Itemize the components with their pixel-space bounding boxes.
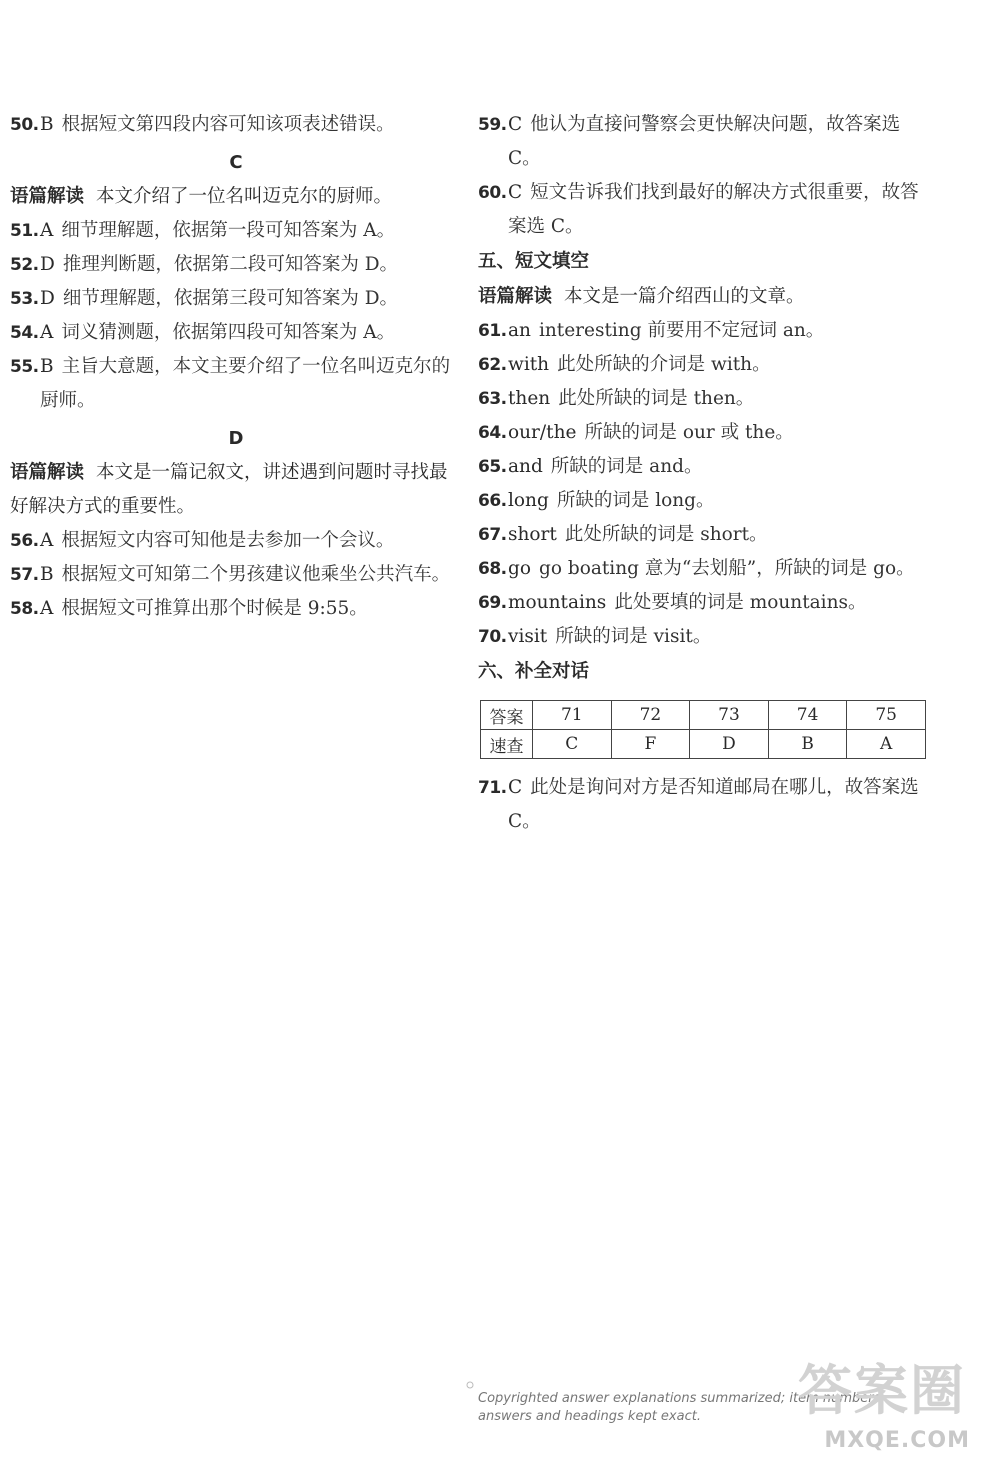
watermark-url: MXQE.COM — [824, 1428, 970, 1453]
section-heading-d: D — [228, 428, 244, 449]
item-number: 50. — [10, 115, 39, 135]
item-number: 63. — [478, 389, 507, 409]
gutter-mark-icon — [465, 1380, 475, 1390]
answer-quick-table — [480, 700, 926, 759]
item-explanation: 短文告诉我们找到最好的解决方式很重要，故答案选 C。 — [508, 182, 919, 237]
item-number: 70. — [478, 627, 507, 647]
item-answer: A — [40, 598, 54, 619]
table-cell: 75 — [847, 701, 926, 730]
item-number: 58. — [10, 599, 39, 619]
item-answer: visit — [508, 626, 548, 647]
left-column — [10, 108, 462, 626]
answer-item-66 — [478, 484, 926, 518]
answer-item-59 — [478, 108, 926, 176]
answer-item-50 — [10, 108, 462, 142]
item-answer: an — [508, 320, 531, 341]
answer-item-67 — [478, 518, 926, 552]
table-cell: 73 — [690, 701, 769, 730]
intro-text: 本文是一篇记叙文，讲述遇到问题时寻找最好解决方式的重要性。 — [10, 462, 448, 517]
item-answer: B — [40, 564, 54, 585]
section-heading-6: 六、补全对话 — [478, 661, 590, 682]
answer-item-53 — [10, 282, 462, 316]
item-answer: B — [40, 356, 54, 377]
item-answer: B — [40, 114, 54, 135]
section-heading-5: 五、短文填空 — [478, 251, 590, 272]
item-answer: D — [40, 288, 55, 309]
item-answer: A — [40, 530, 54, 551]
item-number: 53. — [10, 289, 39, 309]
item-number: 60. — [478, 183, 507, 203]
table-row — [481, 730, 926, 759]
table-cell: C — [533, 730, 612, 759]
answer-item-56 — [10, 524, 462, 558]
item-number: 62. — [478, 355, 507, 375]
item-explanation: 所缺的词是 visit。 — [555, 626, 712, 647]
answer-item-68 — [478, 552, 926, 586]
item-answer: our/the — [508, 422, 577, 443]
item-explanation: 根据短文可推算出那个时候是 9:55。 — [61, 598, 368, 619]
answer-item-70 — [478, 620, 926, 654]
item-answer: C — [508, 182, 523, 203]
item-explanation: 此处要填的词是 mountains。 — [614, 592, 867, 613]
item-number: 69. — [478, 593, 507, 613]
item-number: 71. — [478, 778, 507, 798]
item-number: 54. — [10, 323, 39, 343]
item-number: 59. — [478, 115, 507, 135]
item-explanation: 根据短文第四段内容可知该项表述错误。 — [61, 114, 395, 135]
right-column — [478, 108, 926, 839]
answer-item-54 — [10, 316, 462, 350]
item-answer: mountains — [508, 592, 607, 613]
item-number: 67. — [478, 525, 507, 545]
answer-item-51 — [10, 214, 462, 248]
item-number: 56. — [10, 531, 39, 551]
answer-item-57 — [10, 558, 462, 592]
answer-item-62 — [478, 348, 926, 382]
item-number: 51. — [10, 221, 39, 241]
table-row — [481, 701, 926, 730]
item-explanation: 推理判断题，依据第二段可知答案为 D。 — [62, 254, 399, 275]
table-cell: B — [768, 730, 847, 759]
item-explanation: 此处所缺的词是 short。 — [564, 524, 768, 545]
intro-label: 语篇解读 — [478, 286, 553, 307]
answer-item-63 — [478, 382, 926, 416]
watermark-logo: 答案圈 — [798, 1359, 966, 1422]
table-cell: 72 — [611, 701, 690, 730]
table-row-label: 速查 — [481, 730, 533, 759]
item-answer: A — [40, 322, 54, 343]
item-explanation: 词义猜测题，依据第四段可知答案为 A。 — [61, 322, 396, 343]
item-explanation: 细节理解题，依据第一段可知答案为 A。 — [61, 220, 396, 241]
passage-intro-d — [10, 456, 462, 524]
table-cell: F — [611, 730, 690, 759]
table-cell: D — [690, 730, 769, 759]
table-cell: 74 — [768, 701, 847, 730]
item-explanation: 所缺的词是 and。 — [550, 456, 703, 477]
item-answer: long — [508, 490, 549, 511]
item-number: 68. — [478, 559, 507, 579]
item-explanation: 此处所缺的介词是 with。 — [557, 354, 771, 375]
item-answer: then — [508, 388, 551, 409]
answer-item-71 — [478, 771, 926, 839]
answer-item-61 — [478, 314, 926, 348]
item-explanation: 他认为直接问警察会更快解决问题，故答案选 C。 — [508, 114, 901, 169]
item-answer: D — [40, 254, 55, 275]
item-explanation: 主旨大意题，本文主要介绍了一位名叫迈克尔的厨师。 — [40, 356, 451, 411]
answer-item-52 — [10, 248, 462, 282]
item-explanation: 所缺的词是 our 或 the。 — [584, 422, 794, 443]
item-answer: go — [508, 558, 531, 579]
table-cell: 71 — [533, 701, 612, 730]
item-number: 61. — [478, 321, 507, 341]
site-watermark — [780, 1341, 980, 1461]
table-cell: A — [847, 730, 926, 759]
item-number: 64. — [478, 423, 507, 443]
table-row-label: 答案 — [481, 701, 533, 730]
item-explanation: go boating 意为“去划船”，所缺的词是 go。 — [538, 558, 915, 579]
item-explanation: interesting 前要用不定冠词 an。 — [538, 320, 825, 341]
item-explanation: 根据短文可知第二个男孩建议他乘坐公共汽车。 — [61, 564, 451, 585]
intro-text: 本文是一篇介绍西山的文章。 — [564, 286, 805, 307]
answer-item-64 — [478, 416, 926, 450]
answer-item-55 — [10, 350, 462, 418]
item-number: 57. — [10, 565, 39, 585]
item-number: 66. — [478, 491, 507, 511]
section-heading-c: C — [229, 152, 243, 173]
item-answer: short — [508, 524, 557, 545]
item-number: 52. — [10, 255, 39, 275]
passage-intro-5 — [478, 280, 926, 314]
reproduction-note: Copyrighted answer explanations summarized; item numbers, answers and headings kept exact. — [478, 1391, 885, 1424]
answer-item-58 — [10, 592, 462, 626]
item-number: 65. — [478, 457, 507, 477]
item-answer: C — [508, 777, 523, 798]
passage-intro-c — [10, 180, 462, 214]
intro-label: 语篇解读 — [10, 462, 85, 483]
item-explanation: 此处所缺的词是 then。 — [558, 388, 755, 409]
item-explanation: 根据短文内容可知他是去参加一个会议。 — [61, 530, 395, 551]
intro-label: 语篇解读 — [10, 186, 85, 207]
item-number: 55. — [10, 357, 39, 377]
answer-item-65 — [478, 450, 926, 484]
item-answer: C — [508, 114, 523, 135]
item-explanation: 此处是询问对方是否知道邮局在哪儿，故答案选 C。 — [508, 777, 919, 832]
item-answer: and — [508, 456, 543, 477]
answer-item-60 — [478, 176, 926, 244]
item-explanation: 细节理解题，依据第三段可知答案为 D。 — [62, 288, 399, 309]
answer-item-69 — [478, 586, 926, 620]
item-answer: A — [40, 220, 54, 241]
intro-text: 本文介绍了一位名叫迈克尔的厨师。 — [96, 186, 393, 207]
item-explanation: 所缺的词是 long。 — [556, 490, 715, 511]
item-answer: with — [508, 354, 550, 375]
